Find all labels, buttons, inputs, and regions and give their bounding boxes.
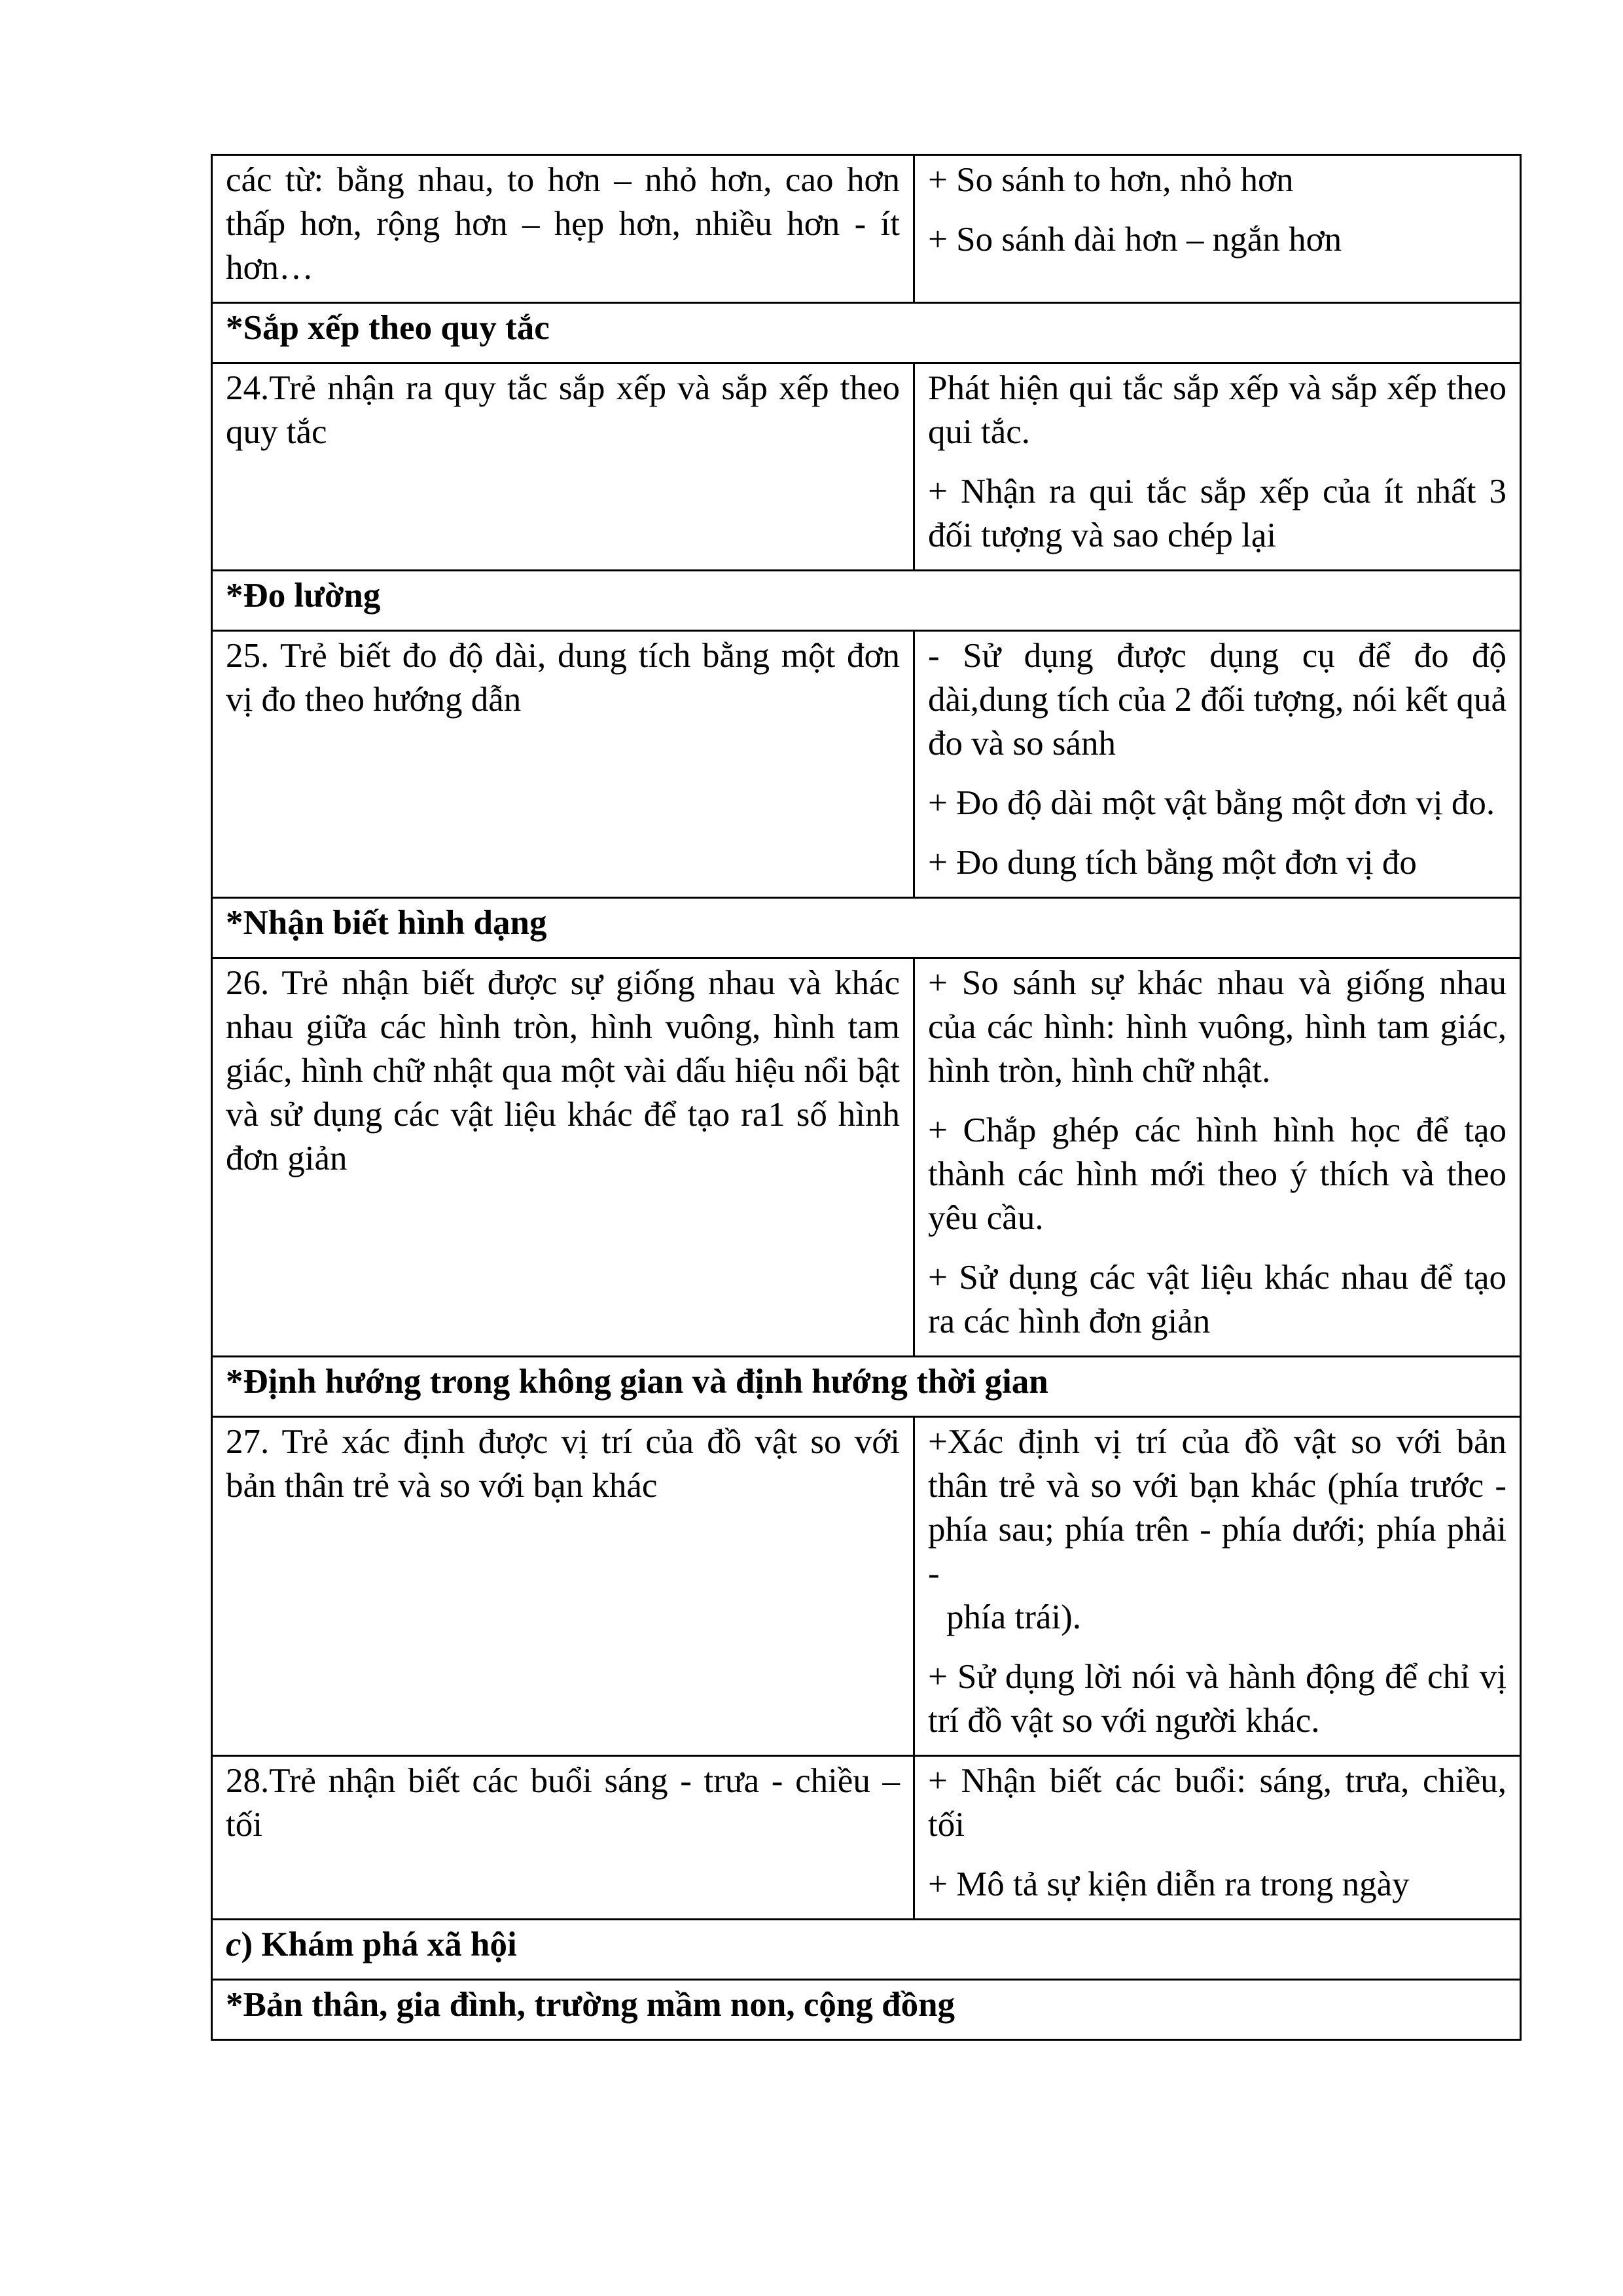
table-row — [212, 631, 1521, 898]
table-row — [212, 155, 1521, 303]
section-heading: *Sắp xếp theo quy tắc — [212, 303, 1521, 363]
content-cell — [914, 1417, 1521, 1756]
section-heading-row — [212, 1357, 1521, 1417]
content-cell — [914, 363, 1521, 571]
content-item: +Xác định vị trí của đồ vật so với bản thân trẻ và so với bạn khác (phía trước - phía sau; phía trên - phía dưới; phía phải - — [928, 1423, 1507, 1592]
table-row — [212, 1417, 1521, 1756]
curriculum-table — [211, 154, 1522, 2041]
section-heading-row — [212, 1920, 1521, 1980]
content-cell — [914, 631, 1521, 898]
content-item: + Nhận biết các buổi: sáng, trưa, chiều, tối — [928, 1762, 1507, 1844]
section-heading: *Định hướng trong không gian và định hướng thời gian — [212, 1357, 1521, 1417]
content-item: + So sánh to hơn, nhỏ hơn — [928, 161, 1294, 199]
content-item: + So sánh dài hơn – ngắn hơn — [928, 221, 1342, 259]
objective-cell: các từ: bằng nhau, to hơn – nhỏ hơn, cao hơn thấp hơn, rộng hơn – hẹp hơn, nhiều hơn - ít hơn… — [212, 155, 914, 303]
content-item: + So sánh sự khác nhau và giống nhau của các hình: hình vuông, hình tam giác, hình tròn, hình chữ nhật. — [928, 964, 1507, 1090]
section-heading-row — [212, 303, 1521, 363]
content-cell — [914, 958, 1521, 1357]
section-heading — [212, 1920, 1521, 1980]
table-row — [212, 958, 1521, 1357]
section-heading-row — [212, 571, 1521, 631]
section-heading-row — [212, 898, 1521, 958]
content-cell — [914, 155, 1521, 303]
objective-cell: 26. Trẻ nhận biết được sự giống nhau và khác nhau giữa các hình tròn, hình vuông, hình tam giác, hình chữ nhật qua một vài dấu hiệu nổi bật và sử dụng các vật liệu khác để tạo ra1 số hình đơn giản — [212, 958, 914, 1357]
table-row — [212, 363, 1521, 571]
content-item: + Đo dung tích bằng một đơn vị đo — [928, 844, 1417, 882]
content-cell — [914, 1756, 1521, 1920]
content-item: - Sử dụng được dụng cụ để đo độ dài,dung tích của 2 đối tượng, nói kết quả đo và so sánh — [928, 637, 1507, 762]
objective-cell: 27. Trẻ xác định được vị trí của đồ vật so với bản thân trẻ và so với bạn khác — [212, 1417, 914, 1756]
section-heading-row — [212, 1980, 1521, 2040]
objective-cell: 24.Trẻ nhận ra quy tắc sắp xếp và sắp xếp theo quy tắc — [212, 363, 914, 571]
section-letter: c — [226, 1926, 241, 1964]
section-heading: *Đo lường — [212, 571, 1521, 631]
table-row — [212, 1756, 1521, 1920]
objective-cell: 25. Trẻ biết đo độ dài, dung tích bằng một đơn vị đo theo hướng dẫn — [212, 631, 914, 898]
content-item: + Sử dụng các vật liệu khác nhau để tạo ra các hình đơn giản — [928, 1259, 1507, 1340]
section-heading: *Bản thân, gia đình, trường mầm non, cộng đồng — [212, 1980, 1521, 2040]
content-item: + Chắp ghép các hình hình học để tạo thành các hình mới theo ý thích và theo yêu cầu. — [928, 1111, 1507, 1237]
content-item: + Nhận ra qui tắc sắp xếp của ít nhất 3 đối tượng và sao chép lại — [928, 473, 1507, 554]
content-item: phía trái). — [946, 1598, 1082, 1636]
section-title: ) Khám phá xã hội — [241, 1926, 517, 1964]
objective-cell: 28.Trẻ nhận biết các buổi sáng - trưa - chiều – tối — [212, 1756, 914, 1920]
section-heading: *Nhận biết hình dạng — [212, 898, 1521, 958]
content-item: + Đo độ dài một vật bằng một đơn vị đo. — [928, 784, 1495, 822]
content-item: + Mô tả sự kiện diễn ra trong ngày — [928, 1865, 1410, 1903]
content-item: Phát hiện qui tắc sắp xếp và sắp xếp theo qui tắc. — [928, 369, 1507, 451]
content-item: + Sử dụng lời nói và hành động để chỉ vị trí đồ vật so với người khác. — [928, 1658, 1507, 1740]
